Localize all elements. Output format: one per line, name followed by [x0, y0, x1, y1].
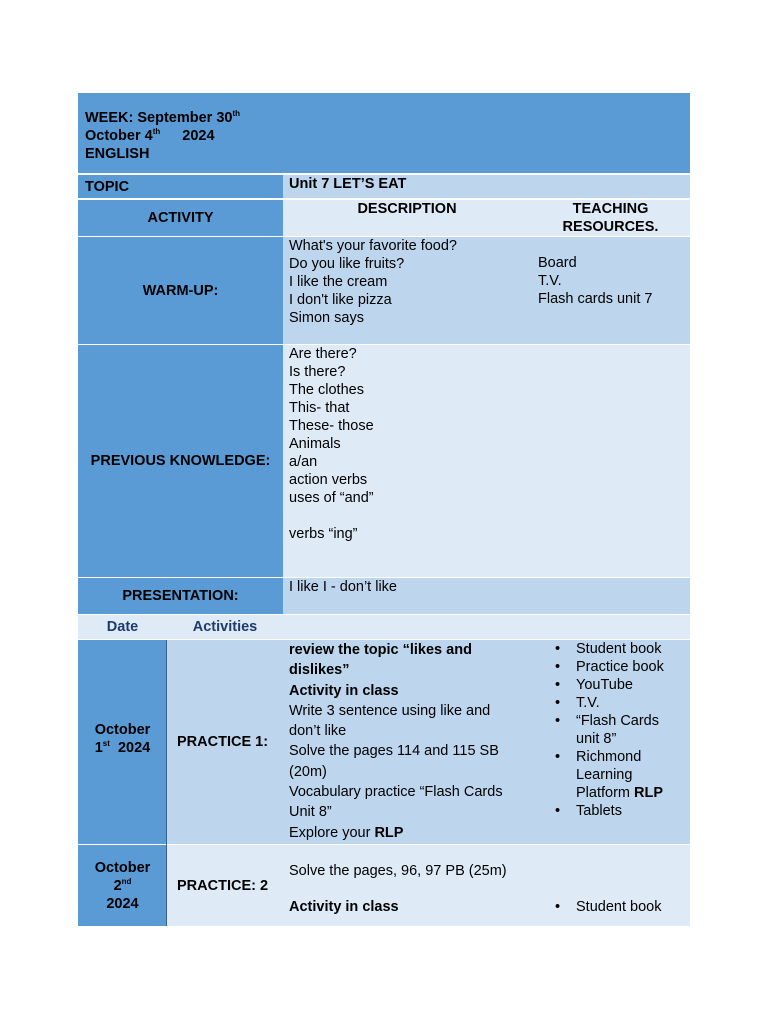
resources-header-line2: RESOURCES. [562, 219, 659, 235]
practice2-resources-list [531, 898, 690, 916]
previous-line: Are there? [289, 346, 357, 362]
subject-label: ENGLISH [85, 146, 150, 162]
presentation-label: PRESENTATION: [122, 588, 239, 604]
practice1-date-month: October [94, 722, 151, 738]
practice2-date-year: 2024 [106, 895, 139, 912]
resource-item: • Student book [531, 640, 686, 658]
previous-line: This- that [289, 400, 350, 416]
resource-item: • Tablets [531, 802, 686, 820]
header-empty-cell-2 [330, 93, 690, 173]
warmup-line: I don't like pizza [289, 292, 392, 308]
warmup-line: Do you like fruits? [289, 256, 405, 272]
previous-line: Is there? [289, 364, 346, 380]
practice2-label-cell [167, 845, 283, 926]
topic-label-cell [78, 175, 283, 198]
resource-item: • Student book [531, 898, 690, 916]
practice1-date-day: 1st 2024 [94, 739, 151, 756]
previous-label: PREVIOUS KNOWLEDGE: [90, 453, 271, 469]
activities-header-cell [167, 615, 283, 639]
practice1-date [95, 721, 151, 757]
week-header-cell [78, 93, 283, 173]
topic-label: TOPIC [85, 178, 130, 195]
practice1-activity: Activity in class [289, 682, 399, 699]
warmup-line: What's your favorite food? [289, 238, 457, 254]
previous-line-blank [289, 507, 525, 525]
date-column-divider [166, 640, 167, 926]
warmup-label-cell [78, 237, 283, 344]
resource-item: • “Flash Cards unit 8” [531, 712, 686, 748]
practice1-label: PRACTICE 1: [177, 734, 269, 750]
week-october-line: October 4th 2024 [85, 127, 215, 144]
activity-header: ACTIVITY [147, 210, 214, 226]
resources-header-cell [531, 200, 690, 236]
presentation-description-cell [283, 578, 531, 614]
resource-item: • T.V. [531, 694, 686, 712]
resource-item: • Richmond Learning Platform RLP [531, 748, 686, 802]
presentation-description: I like I - don’t like [289, 579, 397, 595]
previous-line: These- those [289, 418, 374, 434]
practice2-date-cell [78, 845, 167, 926]
practice2-date-day: 2nd [113, 876, 132, 894]
warmup-description-cell [283, 237, 531, 344]
practice1-line: Solve the pages 114 and 115 SB (20m) [289, 743, 499, 780]
previous-line: uses of “and” [289, 490, 374, 506]
previous-line: The clothes [289, 382, 364, 398]
practice1-explore: Explore your RLP [289, 824, 404, 841]
practice2-date-month: October [94, 859, 151, 876]
topic-value: Unit 7 LET’S EAT [289, 176, 407, 192]
practice2-spacer [289, 880, 525, 898]
practice1-topic: review the topic “likes and dislikes” [289, 642, 472, 679]
warmup-resource: T.V. [538, 273, 562, 289]
practice1-line: Write 3 sentence using like and don’t like [289, 702, 491, 740]
practice2-description-cell [283, 845, 531, 926]
practice1-resources-list [531, 640, 686, 820]
warmup-line: I like the cream [289, 274, 388, 290]
resource-item: • Practice book [531, 658, 686, 676]
date-header-cell [78, 615, 167, 639]
practice1-date-cell [78, 640, 167, 844]
previous-label-cell [78, 345, 283, 577]
date-header: Date [106, 619, 139, 635]
week-dates-line: WEEK: September 30th [85, 109, 241, 126]
activity-header-cell [78, 200, 283, 236]
warmup-line: Simon says [289, 310, 364, 326]
warmup-resource: Board [538, 255, 577, 271]
practice2-line: Solve the pages, 96, 97 PB (25m) [289, 863, 507, 879]
practice2-label: PRACTICE: 2 [177, 877, 269, 894]
practice2-date [95, 859, 151, 913]
subheader-empty-cell-2 [531, 615, 690, 639]
practice2-activity: Activity in class [289, 899, 399, 915]
presentation-resources-cell [531, 578, 690, 614]
description-header-cell [283, 200, 531, 236]
practice2-resources-cell [531, 845, 690, 926]
header-empty-cell-1 [283, 93, 330, 173]
practice1-label-cell [167, 640, 283, 844]
warmup-label: WARM-UP: [142, 282, 219, 299]
practice1-line: Vocabulary practice “Flash Cards Unit 8” [289, 784, 503, 821]
previous-line: a/an [289, 454, 318, 470]
practice1-description-cell [283, 640, 531, 844]
previous-description-cell [283, 345, 531, 577]
subheader-empty-cell-1 [283, 615, 531, 639]
warmup-resources-cell [531, 237, 690, 344]
presentation-label-cell [78, 578, 283, 614]
previous-line: Animals [289, 436, 341, 452]
description-header: DESCRIPTION [357, 201, 457, 217]
warmup-resource: Flash cards unit 7 [538, 291, 653, 307]
previous-line: verbs “ing” [289, 526, 358, 542]
resource-item: • YouTube [531, 676, 686, 694]
practice1-resources-cell [531, 640, 690, 844]
previous-line: action verbs [289, 472, 368, 488]
previous-resources-cell [531, 345, 690, 577]
topic-value-cell [283, 175, 690, 198]
resources-header-line1: TEACHING [572, 201, 649, 217]
activities-header: Activities [192, 619, 258, 635]
